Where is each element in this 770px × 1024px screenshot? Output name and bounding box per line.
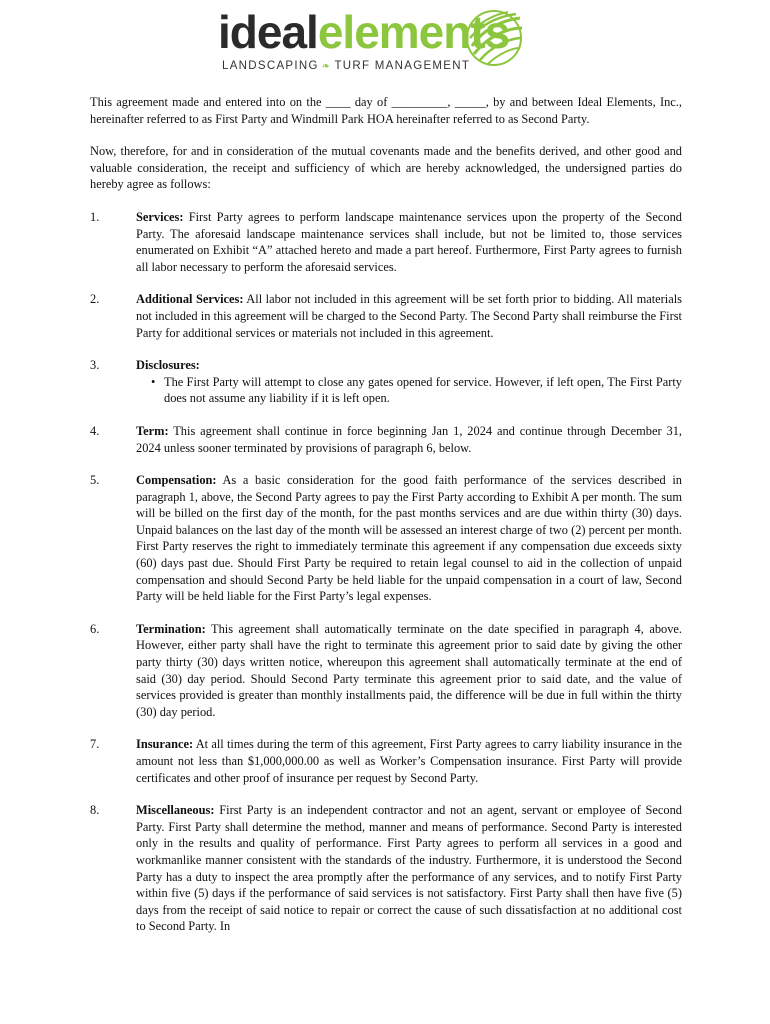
section-number: 8. (90, 803, 100, 818)
section-number: 1. (90, 209, 100, 224)
section-number: 7. (90, 737, 100, 752)
section-termination (90, 621, 682, 721)
section-number: 6. (90, 621, 100, 636)
section-heading: Compensation: (136, 473, 217, 488)
company-logo (218, 6, 528, 78)
section-text: As a basic consideration for the good faith performance of the services described in paragraph 1, above, the Second Party agrees to pay the First Party according to Exhibit A per month. The sum will be billed on the first day of the month, for the past months services and are due within thirty (30) days. Unpaid balances on the last day of the month will be assessed an interest charge of two (2) percent per month. First Party reserves the right to immediately terminate this agreement if any compensation due exceeds sixty (60) days past due. Should First Party be required to retain legal counsel to aid in the collection of unpaid compensation and should Second Party be held liable for the unpaid compensation in a court of law, Second Party will be held liable for the First Party’s legal expenses. (136, 473, 682, 604)
intro-paragraph: This agreement made and entered into on the ____ day of _________, _____, by and between Ideal Elements, Inc., hereinafter referred to as First Party and Windmill Park HOA hereinafter referred to as Second Party. (90, 95, 682, 126)
section-text: This agreement shall automatically terminate on the date specified in paragraph 4, above. However, either party shall have the right to terminate this agreement prior to said date by giving the other party thirty (30) days written notice, whereupon this agreement shall automatically terminate at the end of said (30) day period. Should Second Party terminate this agreement prior to said date, and the value of services provided is greater than monthly installments paid, the difference will be due in full within the thirty (30) day period. (136, 621, 682, 719)
section-number: 5. (90, 473, 100, 488)
section-text: All labor not included in this agreement will be set forth prior to bidding. All materials not included in this agreement will be charged to the Second Party. The Second Party shall reimburse the First Party for additional services or materials not included in this agreement. (136, 292, 682, 340)
leaf-globe-icon (464, 8, 524, 68)
section-text: This agreement shall continue in force beginning Jan 1, 2024 and continue through December 31, 2024 unless sooner terminated by provisions of paragraph 6, below. (136, 423, 682, 455)
section-insurance (90, 736, 682, 786)
section-text: At all times during the term of this agreement, First Party agrees to carry liability insurance in the amount not less than $1,000,000.00 as well as Worker’s Compensation insurance. First Party will provide certificates and other proof of insurance per request by Second Party. (136, 737, 682, 785)
section-heading: Additional Services: (136, 292, 244, 307)
logo-tagline: LANDSCAPING ❧ TURF MANAGEMENT (222, 60, 471, 72)
section-heading: Services: (136, 209, 184, 224)
agreement-document (90, 94, 682, 951)
section-heading: Termination: (136, 621, 206, 636)
section-number: 4. (90, 423, 100, 438)
section-additional-services (90, 291, 682, 341)
preamble-paragraph: Now, therefore, for and in consideration of the mutual covenants made and the benefits derived, and other good and valuable consideration, the receipt and sufficiency of which are hereby acknowledged, the undersigned parties do hereby agree as follows: (90, 144, 682, 192)
section-text: First Party is an independent contractor and not an agent, servant or employee of Second Party. First Party shall determine the method, manner and means of performance. Second Party is interested only in the results and quality of performance. First Party agrees to perform all services in a good and workmanlike manner consistent with the standards of the industry. Furthermore, it is understood the Second Party has a duty to inspect the area promptly after the performance of any services, and to notify First Party within five (5) days if the performance of said services is not satisfactory. First Party shall then have five (5) days from the receipt of said notice to repair or correct the cause of such dissatisfaction at no additional cost to Second Party. In (136, 803, 682, 934)
leaf-icon: ❧ (321, 61, 332, 72)
section-text: First Party agrees to perform landscape maintenance services upon the property of the Second Party. The aforesaid landscape maintenance services shall include, but not be limited to, those services enumerated on Exhibit “A” attached hereto and made a part hereof. Furthermore, First Party agrees to furnish all labor necessary to perform the aforesaid services. (136, 209, 682, 274)
section-miscellaneous (90, 802, 682, 935)
section-heading: Insurance: (136, 737, 194, 752)
section-compensation (90, 472, 682, 605)
section-services (90, 209, 682, 275)
logo-wordmark: idealelements (218, 6, 510, 58)
section-number: 3. (90, 358, 100, 373)
section-heading: Miscellaneous: (136, 803, 215, 818)
disclosure-bullet: • The First Party will attempt to close any gates opened for service. However, if left open, The First Party does not assume any liability if it is left open. (136, 374, 682, 407)
section-heading: Term: (136, 423, 169, 438)
section-heading: Disclosures: (136, 358, 200, 373)
section-number: 2. (90, 292, 100, 307)
section-disclosures (90, 357, 682, 407)
section-term (90, 423, 682, 456)
